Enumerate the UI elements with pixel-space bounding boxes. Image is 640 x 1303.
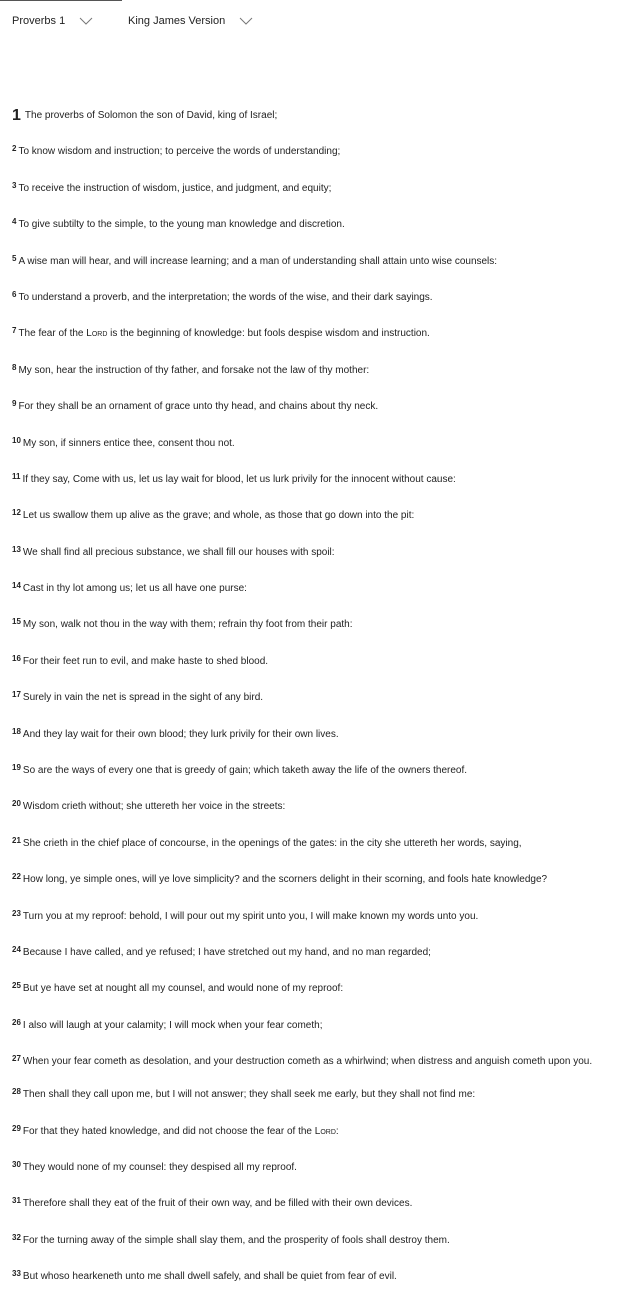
verse-text: Surely in vain the net is spread in the sight of any bird.: [22, 692, 264, 704]
verse-text: I also will laugh at your calamity; I will mock when your fear cometh;: [22, 1019, 323, 1031]
verse-text: But ye have set at nought all my counsel, and would none of my reproof:: [22, 983, 344, 995]
verse[interactable]: [12, 578, 626, 597]
version-label: King James Version: [128, 15, 226, 27]
verse[interactable]: [12, 323, 626, 342]
verse-number: 6: [12, 289, 17, 299]
verse-text: The fear of the: [18, 328, 87, 340]
verse-number: 23: [12, 908, 21, 918]
verse[interactable]: [12, 287, 626, 306]
verse[interactable]: [12, 614, 626, 633]
reader-toolbar: [0, 0, 640, 40]
verse-number: 25: [12, 981, 21, 991]
verse-text: :: [335, 1125, 339, 1137]
verse[interactable]: [12, 1157, 626, 1176]
verse-number: 11: [12, 471, 21, 481]
verse[interactable]: [12, 1230, 626, 1249]
verse-number: 10: [12, 435, 21, 445]
verse-number: 28: [12, 1087, 21, 1097]
verse-text: She crieth in the chief place of concourse, in the openings of the gates: in the city she uttereth her words, saying,: [22, 837, 522, 849]
verse-number: 3: [12, 180, 17, 190]
verse-number: 26: [12, 1017, 21, 1027]
divine-name: Lord: [86, 328, 108, 340]
verse[interactable]: [12, 214, 626, 233]
chevron-down-icon: [79, 16, 93, 26]
verse-text: is the beginning of knowledge: but fools despise wisdom and instruction.: [107, 328, 430, 340]
verse[interactable]: [12, 687, 626, 706]
verse-number: 31: [12, 1196, 21, 1206]
verse[interactable]: [12, 760, 626, 779]
verse-number: 2: [12, 144, 17, 154]
verse-number: 27: [12, 1054, 21, 1064]
verse[interactable]: [12, 360, 626, 379]
verse[interactable]: [12, 833, 626, 852]
verse-number: 15: [12, 617, 21, 627]
verse-text: To give subtilty to the simple, to the young man knowledge and discretion.: [18, 219, 345, 231]
verse-text: For they shall be an ornament of grace unto thy head, and chains about thy neck.: [18, 401, 379, 413]
verse-text: They would none of my counsel: they despised all my reproof.: [22, 1161, 297, 1173]
verse-number: 22: [12, 872, 21, 882]
verse[interactable]: [12, 1015, 626, 1034]
verse-number: 1: [12, 107, 21, 124]
verse-number: 12: [12, 508, 21, 518]
verse-text: If they say, Come with us, let us lay wait for blood, let us lurk privily for the innocent without cause:: [22, 473, 456, 485]
chevron-down-icon: [239, 16, 253, 26]
verse[interactable]: [12, 1266, 626, 1285]
verse[interactable]: [12, 796, 626, 815]
verse-number: 32: [12, 1232, 21, 1242]
verse-text: To understand a proverb, and the interpretation; the words of the wise, and their dark sayings.: [18, 291, 433, 303]
verse[interactable]: [12, 1051, 626, 1070]
book-chapter-label: Proverbs 1: [12, 15, 66, 27]
verse-text: Cast in thy lot among us; let us all have one purse:: [22, 583, 247, 595]
verse[interactable]: [12, 433, 626, 452]
verse-text: For the turning away of the simple shall slay them, and the prosperity of fools shall destroy them.: [22, 1234, 450, 1246]
verse-text: We shall find all precious substance, we shall fill our houses with spoil:: [22, 546, 335, 558]
version-selector[interactable]: [128, 10, 268, 32]
verse[interactable]: [12, 942, 626, 961]
verse-number: 7: [12, 326, 17, 336]
verse-text: So are the ways of every one that is greedy of gain; which taketh away the life of the owners thereof.: [22, 765, 468, 777]
verse[interactable]: [12, 978, 626, 997]
verse-number: 14: [12, 581, 21, 591]
verse-text: Therefore shall they eat of the fruit of their own way, and be filled with their own devices.: [22, 1198, 413, 1210]
verse-text: For their feet run to evil, and make haste to shed blood.: [22, 655, 269, 667]
verse[interactable]: [12, 108, 626, 124]
verse-number: 33: [12, 1269, 21, 1279]
verse-number: 9: [12, 399, 17, 409]
verse-text: My son, if sinners entice thee, consent thou not.: [22, 437, 235, 449]
verse-number: 5: [12, 253, 17, 263]
verse[interactable]: [12, 1193, 626, 1212]
verse-text: To receive the instruction of wisdom, justice, and judgment, and equity;: [18, 182, 332, 194]
verse[interactable]: [12, 542, 626, 561]
verse-text: My son, walk not thou in the way with them; refrain thy foot from their path:: [22, 619, 353, 631]
verse-text: My son, hear the instruction of thy father, and forsake not the law of thy mother:: [18, 364, 370, 376]
verse-number: 24: [12, 944, 21, 954]
verse-text: For that they hated knowledge, and did not choose the fear of the: [22, 1125, 315, 1137]
verse-number: 20: [12, 799, 21, 809]
verse-text: Turn you at my reproof: behold, I will pour out my spirit unto you, I will make known my words unto you.: [22, 910, 479, 922]
verse[interactable]: [12, 906, 626, 925]
verse-text: Wisdom crieth without; she uttereth her voice in the streets:: [22, 801, 286, 813]
verse[interactable]: [12, 1084, 626, 1103]
verse-number: 19: [12, 763, 21, 773]
verse-text: When your fear cometh as desolation, and your destruction cometh as a whirlwind; when distress and anguish cometh upon you.: [22, 1056, 593, 1068]
verse[interactable]: [12, 724, 626, 743]
verse[interactable]: [12, 141, 626, 160]
verse-number: 30: [12, 1159, 21, 1169]
verse[interactable]: [12, 651, 626, 670]
verse-text: How long, ye simple ones, will ye love simplicity? and the scorners delight in their scorning, and fools hate knowledge?: [22, 874, 548, 886]
verse-number: 17: [12, 690, 21, 700]
verse[interactable]: [12, 505, 626, 524]
verse-text: A wise man will hear, and will increase learning; and a man of understanding shall attain unto wise counsels:: [18, 255, 498, 267]
verse[interactable]: [12, 1121, 626, 1140]
verse-number: 16: [12, 653, 21, 663]
verse-number: 18: [12, 726, 21, 736]
verse-text: The proverbs of Solomon the son of David, king of Israel;: [24, 110, 278, 121]
verse-number: 29: [12, 1123, 21, 1133]
verse-number: 21: [12, 835, 21, 845]
verse-text: Let us swallow them up alive as the grave; and whole, as those that go down into the pit:: [22, 510, 415, 522]
verse-text: And they lay wait for their own blood; they lurk privily for their own lives.: [22, 728, 339, 740]
verse[interactable]: [12, 178, 626, 197]
verse[interactable]: [12, 396, 626, 415]
verse[interactable]: [12, 251, 626, 270]
book-chapter-selector[interactable]: [12, 10, 122, 32]
verse[interactable]: [12, 869, 626, 888]
verse-text: Because I have called, and ye refused; I have stretched out my hand, and no man regarded;: [22, 946, 431, 958]
verse-text: But whoso hearkeneth unto me shall dwell safely, and shall be quiet from fear of evil.: [22, 1271, 397, 1283]
verse-text: Then shall they call upon me, but I will not answer; they shall seek me early, but they shall not find me:: [22, 1089, 476, 1101]
divine-name: Lord: [314, 1125, 336, 1137]
chapter-text: [12, 108, 626, 1303]
verse[interactable]: [12, 469, 626, 488]
verse-number: 8: [12, 362, 17, 372]
verse-number: 13: [12, 544, 21, 554]
verse-text: To know wisdom and instruction; to perceive the words of understanding;: [18, 146, 341, 158]
verse-number: 4: [12, 217, 17, 227]
